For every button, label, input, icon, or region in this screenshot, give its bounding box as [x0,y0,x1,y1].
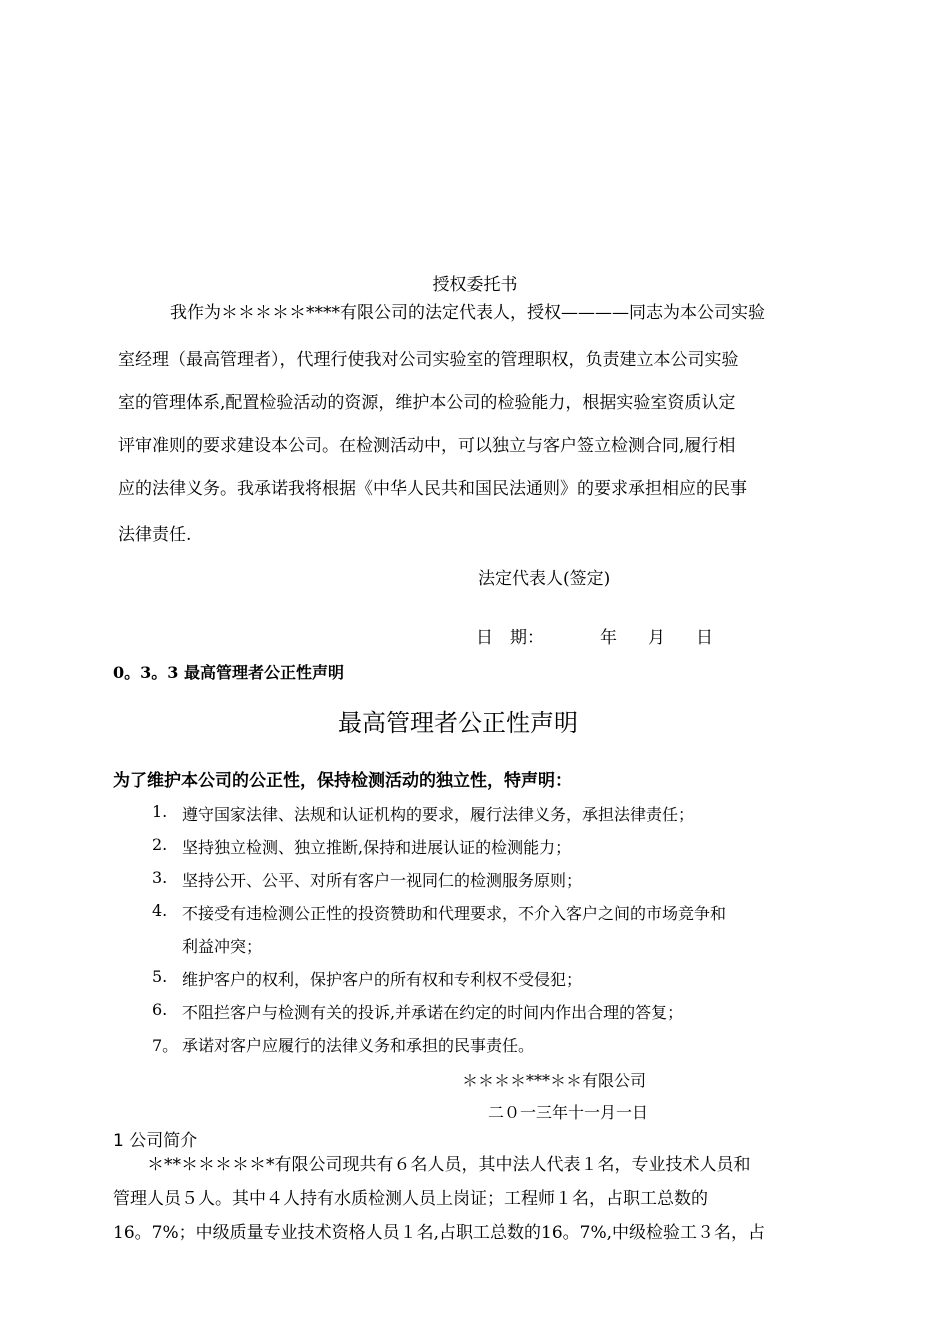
intro-heading: 1 公司简介 [113,1131,198,1151]
declaration-title: 最高管理者公正性声明 [338,709,578,737]
authorization-line-1: 我作为＊＊＊＊＊****有限公司的法定代表人，授权————同志为本公司实验 [170,303,765,323]
date-year: 年 [600,628,617,648]
list-item-text: 坚持独立检测、独立推断,保持和进展认证的检测能力； [182,838,572,857]
list-item-text: 坚持公开、公平、对所有客户一视同仁的检测服务原则； [182,871,583,890]
authorization-line-5: 应的法律义务。我承诺我将根据《中华人民共和国民法通则》的要求承担相应的民事 [118,479,747,499]
signature-label: 法定代表人(签定) [478,569,611,589]
authorization-line-2: 室经理（最高管理者），代理行使我对公司实验室的管理职权，负责建立本公司实验 [118,350,739,370]
authorization-title: 授权委托书 [432,275,518,295]
date-day: 日 [696,628,713,648]
list-item-number: 3. [152,868,168,887]
intro-line-3: 16。7%；中级质量专业技术资格人员１名,占职工总数的16。7%,中级检验工３名，占 [113,1223,766,1243]
list-item-text-continued: 利益冲突； [182,937,263,956]
list-item-text: 维护客户的权利，保护客户的所有权和专利权不受侵犯； [182,970,583,989]
list-item-number: 5. [152,967,168,986]
authorization-line-4: 评审准则的要求建设本公司。在检测活动中，可以独立与客户签立检测合同,履行相 [118,436,736,456]
list-item-text: 遵守国家法律、法规和认证机构的要求，履行法律义务，承担法律责任； [182,805,695,824]
declaration-lead: 为了维护本公司的公正性，保持检测活动的独立性，特声明： [113,771,572,791]
list-item-number: 1. [152,802,168,821]
list-item-number: 7。 [152,1036,179,1055]
list-item-text: 承诺对客户应履行的法律义务和承担的民事责任。 [182,1036,535,1055]
list-item-number: 2. [152,835,168,854]
list-item-text: 不阻拦客户与检测有关的投诉,并承诺在约定的时间内作出合理的答复； [182,1003,684,1022]
authorization-line-6: 法律责任. [118,525,192,545]
list-item-number: 6. [152,1000,168,1019]
intro-line-1: ＊**＊＊＊＊＊*有限公司现共有６名人员，其中法人代表１名，专业技术人员和 [113,1155,751,1175]
declaration-company: ＊＊＊＊***＊＊有限公司 [462,1071,647,1090]
section-heading: 0。3。3 最高管理者公正性声明 [113,663,344,682]
intro-line-2: 管理人员５人。其中４人持有水质检测人员上岗证；工程师１名，占职工总数的 [113,1189,708,1209]
list-item-number: 4. [152,901,168,920]
authorization-line-3: 室的管理体系,配置检验活动的资源，维护本公司的检验能力，根据实验室资质认定 [118,393,736,413]
list-item-text: 不接受有违检测公正性的投资赞助和代理要求，不介入客户之间的市场竞争和 [182,904,727,923]
date-month: 月 [648,628,665,648]
declaration-date: 二０一三年十一月一日 [488,1103,649,1122]
date-label: 日 期： [476,628,544,648]
